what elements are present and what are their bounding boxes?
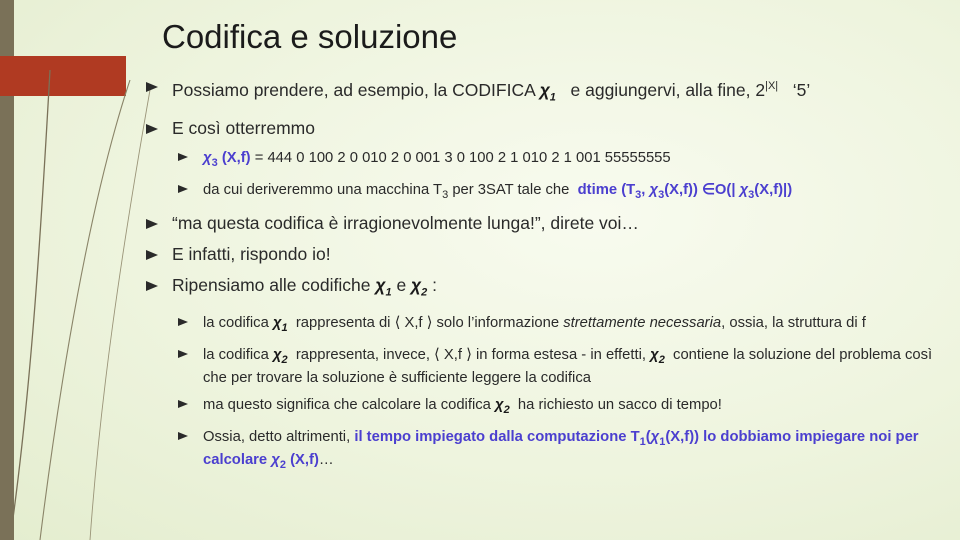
exponent: |X| bbox=[765, 80, 779, 92]
bullet-text: la codifica bbox=[203, 314, 269, 331]
slide-content bbox=[146, 76, 946, 483]
bullet-text: E infatti, rispondo io! bbox=[172, 244, 331, 265]
bullet-text: e aggiungervi, alla fine, 2 bbox=[570, 79, 766, 100]
slide-title: Codifica e soluzione bbox=[162, 18, 458, 55]
bullet-text: Ripensiamo alle codifiche bbox=[172, 275, 371, 296]
sub-bullet-macchina: da cui deriveremmo una macchina $T_3$ per 3SAT tale che dtime ($T_3$, $\chi_3(X,f)$) ∈O(| $\chi_3(X,f)|$) bbox=[178, 181, 946, 204]
chi3-highlight: $\chi_3$ (X,f) bbox=[203, 150, 251, 170]
bullet-possiamo bbox=[146, 76, 946, 108]
time-highlight: il tempo impiegato dalla computazione $T_1(\chi_1(X,f))$ lo dobbiamo impiegare noi per calcolare $\chi_2$ (X,f) bbox=[203, 428, 919, 471]
bullet-text: la codifica bbox=[203, 346, 269, 363]
bullet-ripensiamo: Ripensiamo alle codifiche $\chi_1$ e $\chi_2$ : bbox=[146, 275, 946, 304]
bullet-text: ‘5’ bbox=[792, 79, 811, 100]
bullet-otterremmo bbox=[146, 118, 946, 139]
bullet-text: E così otterremmo bbox=[172, 118, 315, 139]
emphasis: strettamente necessaria bbox=[563, 314, 722, 331]
bullet-text: ha richiesto un sacco di tempo! bbox=[517, 396, 722, 413]
bullet-text: rappresenta, invece, ⟨ X,f ⟩ in forma estesa - in effetti, bbox=[295, 346, 646, 363]
encoding-string: = 444 0 100 2 0 010 2 0 001 3 0 100 2 1 010 2 1 001 55555555 bbox=[254, 150, 671, 167]
bullet-text: da cui deriveremmo una macchina T bbox=[203, 182, 443, 199]
bullet-text: e bbox=[396, 275, 407, 296]
chi-symbol: $\chi_1$ bbox=[272, 314, 288, 334]
bullet-text: per 3SAT tale che bbox=[452, 182, 570, 199]
bullet-text: Possiamo prendere, ad esempio, la CODIFICA bbox=[172, 79, 535, 100]
chi-symbol: $\chi_2$ bbox=[650, 346, 665, 366]
bullet-text: , ossia, la struttura di f bbox=[721, 314, 866, 331]
bullet-text: Ossia, detto altrimenti, bbox=[203, 428, 351, 445]
bullet-text: “ma questa codifica è irragionevolmente lunga!”, direte voi… bbox=[172, 213, 639, 234]
chi-symbol: $\chi_2$ bbox=[495, 396, 510, 416]
bullet-text: contiene la soluzione del problema così che per trovare la soluzione è sufficiente leggere la codifica bbox=[203, 346, 933, 386]
bullet-text: ma questo significa che calcolare la codifica bbox=[203, 396, 491, 413]
chi-symbol: $\chi_2$ bbox=[272, 346, 288, 366]
sub-bullet-chi1 bbox=[178, 314, 946, 337]
chi-symbol: $\chi_1$ bbox=[539, 79, 556, 104]
dtime-formula: dtime ($T_3$, $\chi_3(X,f)$) ∈O(| $\chi_3(X,f)|$) bbox=[577, 182, 793, 202]
bullet-irragionevole bbox=[146, 213, 946, 234]
chi-symbol: $\chi_2$ bbox=[411, 275, 428, 299]
decorative-curves bbox=[0, 0, 160, 540]
bullet-infatti bbox=[146, 244, 946, 265]
sub-bullet-calcolare bbox=[178, 396, 946, 419]
sub-bullet-ossia: Ossia, detto altrimenti, il tempo impiegato dalla computazione $T_1(\chi_1(X,f))$ lo dobbiamo impiegare noi per calcolare $\chi_2$ (X,f)… bbox=[178, 428, 946, 474]
bullet-text: rappresenta di ⟨ X,f ⟩ solo l’informazione bbox=[295, 314, 560, 331]
sub-bullet-chi2 bbox=[178, 346, 946, 387]
chi-symbol: $\chi_1$ bbox=[375, 275, 392, 299]
sub-bullet-chi3 bbox=[178, 149, 946, 172]
